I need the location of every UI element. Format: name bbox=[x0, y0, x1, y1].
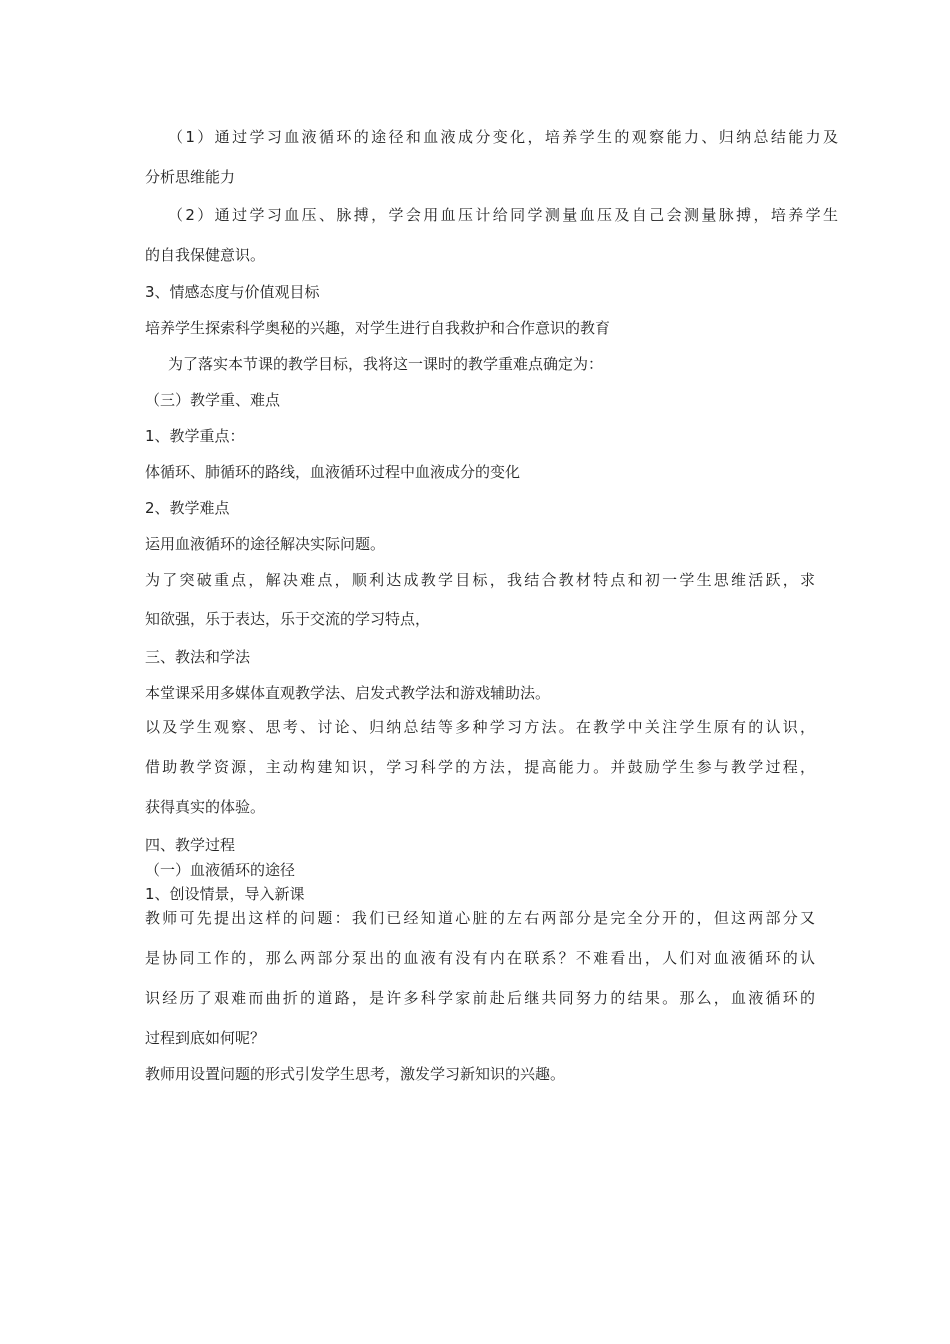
paragraph-line: 是协同工作的，那么两部分泵出的血液有没有内在联系？不难看出，人们对血液循环的认 bbox=[145, 949, 815, 967]
section-heading: 1、教学重点： bbox=[145, 427, 245, 445]
section-heading: （一）血液循环的途径 bbox=[145, 861, 296, 879]
paragraph-line: 知欲强，乐于表达，乐于交流的学习特点， bbox=[145, 610, 431, 628]
paragraph-line: 的自我保健意识。 bbox=[145, 246, 266, 264]
section-heading: 三、教法和学法 bbox=[145, 648, 251, 666]
section-heading: 1、创设情景，导入新课 bbox=[145, 885, 305, 903]
paragraph-line: 为了落实本节课的教学目标，我将这一课时的教学重难点确定为： bbox=[168, 355, 604, 373]
section-heading: 2、教学难点 bbox=[145, 499, 230, 517]
paragraph-line: （2）通过学习血压、脉搏，学会用血压计给同学测量血压及自己会测量脉搏，培养学生 bbox=[168, 206, 838, 224]
section-heading: （三）教学重、难点 bbox=[145, 391, 281, 409]
paragraph-line: 过程到底如何呢？ bbox=[145, 1029, 266, 1047]
paragraph-line: 为了突破重点，解决难点，顺利达成教学目标，我结合教材特点和初一学生思维活跃，求 bbox=[145, 571, 815, 589]
paragraph-line: 培养学生探索科学奥秘的兴趣，对学生进行自我救护和合作意识的教育 bbox=[145, 319, 611, 337]
paragraph-line: 本堂课采用多媒体直观教学法、启发式教学法和游戏辅助法。 bbox=[145, 684, 551, 702]
paragraph-line: 以及学生观察、思考、讨论、归纳总结等多种学习方法。在教学中关注学生原有的认识， bbox=[145, 718, 815, 736]
paragraph-line: 借助教学资源，主动构建知识，学习科学的方法，提高能力。并鼓励学生参与教学过程， bbox=[145, 758, 815, 776]
paragraph-line: 体循环、肺循环的路线，血液循环过程中血液成分的变化 bbox=[145, 463, 521, 481]
paragraph-line: 运用血液循环的途径解决实际问题。 bbox=[145, 535, 386, 553]
section-heading: 3、情感态度与价值观目标 bbox=[145, 283, 320, 301]
paragraph-line: 获得真实的体验。 bbox=[145, 798, 266, 816]
paragraph-line: 教师可先提出这样的问题：我们已经知道心脏的左右两部分是完全分开的，但这两部分又 bbox=[145, 909, 815, 927]
paragraph-line: 分析思维能力 bbox=[145, 168, 236, 186]
paragraph-line: （1）通过学习血液循环的途径和血液成分变化，培养学生的观察能力、归纳总结能力及 bbox=[168, 128, 838, 146]
paragraph-line: 识经历了艰难而曲折的道路，是许多科学家前赴后继共同努力的结果。那么，血液循环的 bbox=[145, 989, 815, 1007]
paragraph-line: 教师用设置问题的形式引发学生思考，激发学习新知识的兴趣。 bbox=[145, 1065, 566, 1083]
section-heading: 四、教学过程 bbox=[145, 836, 236, 854]
